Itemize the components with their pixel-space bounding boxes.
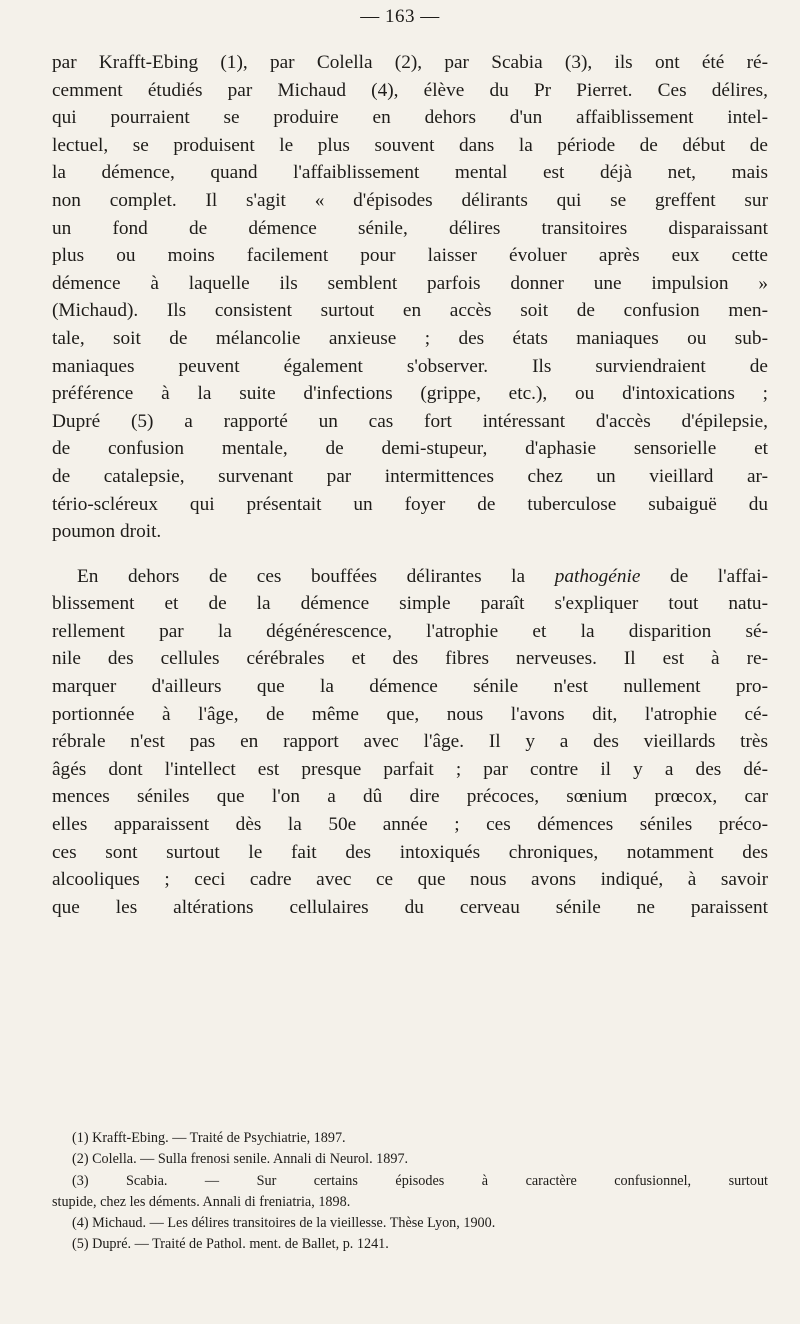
- text-line: tale, soit de mélancolie anxieuse ; des états maniaques ou sub-: [52, 327, 768, 349]
- footnote-line: (2) Colella. — Sulla frenosi senile. Annali di Neurol. 1897.: [72, 1151, 409, 1168]
- text-line: maniaques peuvent également s'observer. Ils surviendraient de: [52, 355, 768, 377]
- text-line: lectuel, se produisent le plus souvent dans la période de début de: [52, 134, 768, 156]
- text-line: (Michaud). Ils consistent surtout en accès soit de confusion men-: [52, 300, 768, 322]
- footnote-line: (5) Dupré. — Traité de Pathol. ment. de Ballet, p. 1241.: [72, 1236, 389, 1253]
- text-line: que les altérations cellulaires du cerveau sénile ne paraissent: [52, 896, 768, 918]
- text-line: préférence à la suite d'infections (grippe, etc.), ou d'intoxications ;: [52, 383, 768, 405]
- text-line: rellement par la dégénérescence, l'atrophie et la disparition sé-: [52, 620, 768, 642]
- footnote-line: (4) Michaud. — Les délires transitoires de la vieillesse. Thèse Lyon, 1900.: [72, 1215, 496, 1232]
- footnote: [52, 1149, 768, 1170]
- paragraph-gap: [52, 546, 768, 563]
- footnote: [52, 1234, 768, 1255]
- text-line: la démence, quand l'affaiblissement mental est déjà net, mais: [52, 162, 768, 184]
- footnote: [52, 1171, 768, 1214]
- footnote-line: stupide, chez les déments. Annali di freniatria, 1898.: [52, 1193, 351, 1210]
- text-line: plus ou moins facilement pour laisser évoluer après eux cette: [52, 245, 768, 267]
- footnote-line: (3) Scabia. — Sur certains épisodes à caractère confusionnel, surtout: [72, 1172, 768, 1189]
- italic-term: pathogénie: [554, 565, 641, 587]
- text-line: âgés dont l'intellect est presque parfait ; par contre il y a des dé-: [52, 758, 768, 780]
- text-line: cemment étudiés par Michaud (4), élève du Pr Pierret. Ces délires,: [52, 79, 768, 101]
- text-line: portionnée à l'âge, de même que, nous l'avons dit, l'atrophie cé-: [52, 703, 768, 725]
- text-line: tério-scléreux qui présentait un foyer de tuberculose subaiguë du: [52, 493, 768, 515]
- text-line: blissement et de la démence simple paraît s'expliquer tout natu-: [52, 593, 768, 615]
- text-segment: En dehors de ces bouffées délirantes la: [77, 565, 555, 587]
- footnotes: [52, 1128, 768, 1256]
- text-line: non complet. Il s'agit « d'épisodes délirants qui se greffent sur: [52, 189, 768, 211]
- text-line: mences séniles que l'on a dû dire précoces, sœnium prœcox, car: [52, 786, 768, 808]
- text-line: ces sont surtout le fait des intoxiqués chroniques, notamment des: [52, 841, 768, 863]
- text-line: démence à laquelle ils semblent parfois donner une impulsion »: [52, 272, 768, 294]
- footnote: [52, 1128, 768, 1149]
- paragraph-1: [52, 49, 768, 546]
- text-line: marquer d'ailleurs que la démence sénile n'est nullement pro-: [52, 676, 768, 698]
- text-line: de confusion mentale, de demi-stupeur, d'aphasie sensorielle et: [52, 438, 768, 460]
- text-line: elles apparaissent dès la 50e année ; ces démences séniles préco-: [52, 814, 768, 836]
- text-line: rébrale n'est pas en rapport avec l'âge. Il y a des vieillards très: [52, 731, 768, 753]
- text-line: un fond de démence sénile, délires transitoires disparaissant: [52, 217, 768, 239]
- footnote: [52, 1213, 768, 1234]
- text-line: alcooliques ; ceci cadre avec ce que nous avons indiqué, à savoir: [52, 869, 768, 891]
- text-line: poumon droit.: [52, 521, 162, 543]
- text-line: par Krafft-Ebing (1), par Colella (2), par Scabia (3), ils ont été ré-: [52, 52, 768, 73]
- paragraph-2: [52, 563, 768, 922]
- text-line: nile des cellules cérébrales et des fibres nerveuses. Il est à re-: [52, 648, 768, 670]
- text-segment: de l'affai-: [640, 565, 768, 587]
- footnote-line: (1) Krafft-Ebing. — Traité de Psychiatrie, 1897.: [72, 1130, 346, 1146]
- body-text: [52, 49, 768, 921]
- text-line: [52, 563, 768, 591]
- page-number: — 163 —: [360, 6, 440, 27]
- text-line: de catalepsie, survenant par intermittences chez un vieillard ar-: [52, 465, 768, 487]
- text-line: qui pourraient se produire en dehors d'un affaiblissement intel-: [52, 107, 768, 129]
- text-line: Dupré (5) a rapporté un cas fort intéressant d'accès d'épilepsie,: [52, 410, 768, 432]
